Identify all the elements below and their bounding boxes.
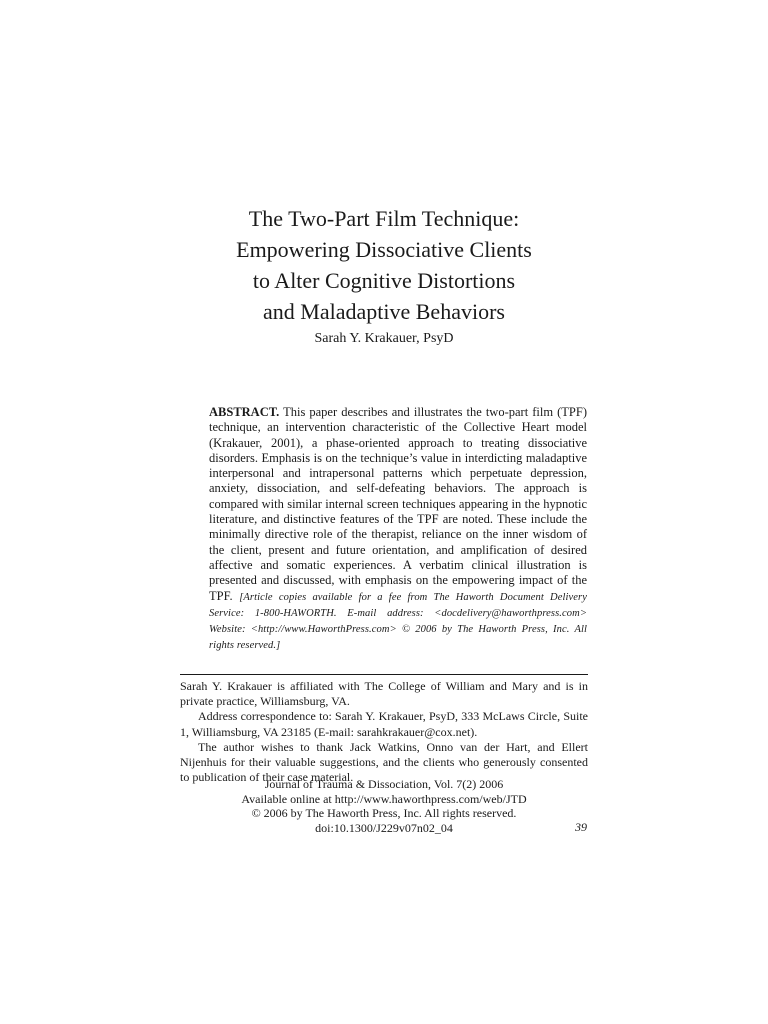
- footnotes: [180, 679, 588, 785]
- author-name: Sarah Y. Krakauer, PsyD: [314, 331, 454, 346]
- abstract-copyright-note: [Article copies available for a fee from The Haworth Document Delivery Service: 1-800-HAWORTH. E-mail address: <docdelivery@haworthpress.com> Website: <http://www.HaworthPress.com> © 2006 by The Haworth Press, Inc. All rights reserved.]: [209, 591, 587, 652]
- journal-info: [180, 777, 588, 835]
- page-number: 39: [575, 820, 587, 834]
- journal-online: Available online at http://www.haworthpress.com/web/JTD: [241, 791, 527, 806]
- article-title: [180, 203, 588, 327]
- journal-doi: doi:10.1300/J229v07n02_04: [315, 820, 453, 835]
- title-line-3: to Alter Cognitive Distortions: [252, 268, 516, 293]
- title-line-4: and Maladaptive Behaviors: [263, 299, 505, 324]
- footnote-acknowledgments: The author wishes to thank Jack Watkins, Onno van der Hart, and Ellert Nijenhuis for their valuable suggestions, and the clients who generously consented to publication of their case material.: [180, 739, 588, 785]
- journal-citation: Journal of Trauma & Dissociation, Vol. 7(2) 2006: [264, 777, 504, 791]
- journal-copyright: © 2006 by The Haworth Press, Inc. All rights reserved.: [251, 806, 517, 820]
- footnote-affiliation: Sarah Y. Krakauer is affiliated with The College of William and Mary and is in private practice, Williamsburg, VA.: [180, 679, 588, 709]
- title-line-2: Empowering Dissociative Clients: [236, 237, 532, 262]
- title-line-1: The Two-Part Film Technique:: [248, 206, 520, 231]
- footnote-correspondence: Address correspondence to: Sarah Y. Krakauer, PsyD, 333 McLaws Circle, Suite 1, Williamsburg, VA 23185 (E-mail: sarahkrakauer@cox.net).: [180, 709, 588, 739]
- abstract: [209, 405, 587, 654]
- footnote-divider: [180, 674, 588, 675]
- abstract-label: ABSTRACT.: [209, 405, 280, 419]
- abstract-text: This paper describes and illustrates the two-part film (TPF) technique, an intervention characteristic of the Collective Heart model (Krakauer, 2001), a phase-oriented approach to treating dissociative disorders. Emphasis is on the technique’s value in interdicting maladaptive interpersonal and intrapersonal patterns which perpetuate depression, anxiety, dissociation, and self-defeating behaviors. The approach is compared with similar internal screen techniques appearing in the hypnotic literature, and distinctive features of the TPF are noted. These include the minimally directive role of the therapist, reliance on the inner wisdom of the client, present and future orientation, and amplification of desired affective and somatic experiences. A verbatim clinical illustration is presented and discussed, with emphasis on the empowering impact of the TPF.: [209, 405, 587, 603]
